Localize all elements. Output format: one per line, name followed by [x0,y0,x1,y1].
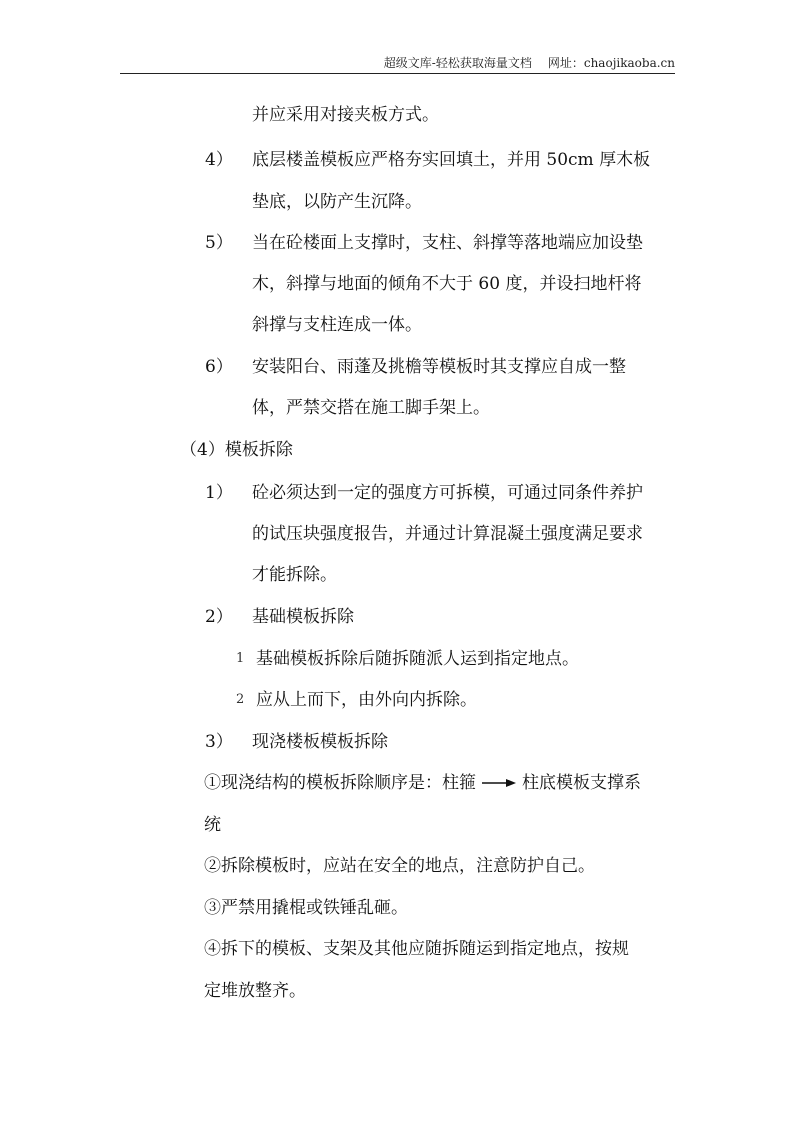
text-line: 基础模板拆除 [252,607,354,627]
text-line: 砼必须达到一定的强度方可拆模，可通过同条件养护 [252,483,643,503]
section-heading: （4）模板拆除 [180,440,293,460]
text-line: 当在砼楼面上支撑时，支柱、斜撑等落地端应加设垫 [252,233,643,253]
header-url: 网址：chaojikaoba.cn [547,56,675,70]
text-line: 的试压块强度报告，并通过计算混凝土强度满足要求 [252,524,643,544]
text-line: 木，斜撑与地面的倾角不大于 60 度，并设扫地杆将 [252,274,642,294]
text-fragment: 柱底模板支撑系 [522,773,641,793]
item-number: 1） [205,483,233,503]
text-line: 垫底，以防产生沉降。 [252,192,422,212]
text-line: 斜撑与支柱连成一体。 [252,315,422,335]
text-line: ②拆除模板时，应站在安全的地点，注意防护自己。 [204,856,595,876]
header-site-name: 超级文库-轻松获取海量文档 [383,56,532,70]
item-number: 3） [205,732,233,752]
header-rule [120,73,675,74]
text-line [204,772,641,794]
text-line: ③严禁用撬棍或铁锤乱砸。 [204,898,408,918]
text-line: 体，严禁交搭在施工脚手架上。 [252,398,490,418]
text-line: 安装阳台、雨蓬及挑檐等模板时其支撑应自成一整 [252,357,626,377]
text-line: 统 [204,815,221,835]
text-fragment: ①现浇结构的模板拆除顺序是：柱箍 [204,773,476,793]
text-line: 底层楼盖模板应严格夯实回填土，并用 50cm 厚木板 [252,150,651,170]
arrow-right-icon [476,779,522,789]
text-line: 才能拆除。 [252,565,337,585]
text-line: 基础模板拆除后随拆随派人运到指定地点。 [256,649,579,669]
text-line: 并应采用对接夹板方式。 [252,105,439,125]
page-header [120,54,675,71]
text-line: 应从上而下，由外向内拆除。 [256,690,477,710]
text-line: 定堆放整齐。 [204,981,306,1001]
item-number: 2） [205,607,233,627]
sub-item-number: 1 [236,651,245,666]
item-number: 6） [205,357,233,377]
item-number: 4） [205,150,233,170]
text-line: 现浇楼板模板拆除 [252,732,388,752]
sub-item-number: 2 [236,692,245,707]
text-line: ④拆下的模板、支架及其他应随拆随运到指定地点，按规 [204,939,629,959]
item-number: 5） [205,233,233,253]
